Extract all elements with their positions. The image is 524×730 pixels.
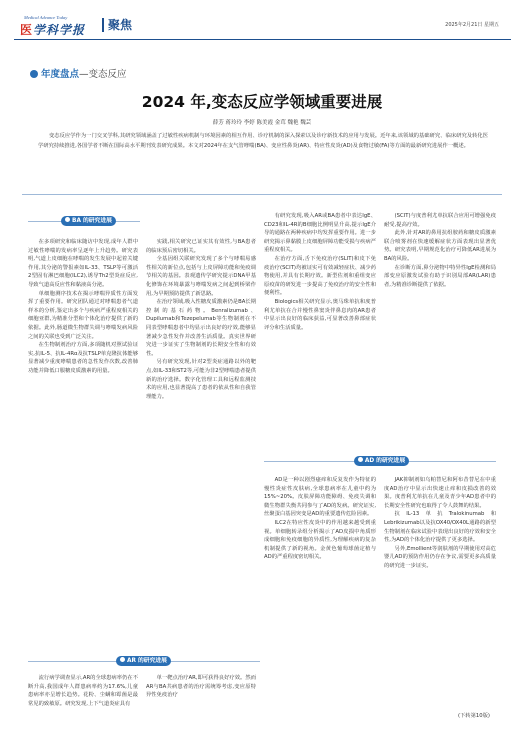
column-3-bottom	[264, 476, 376, 724]
kicker-sub: —变态反应	[79, 69, 127, 80]
column-3-top	[264, 212, 376, 452]
paragraph: 在生物制剂治疗方面,多项随机对照试验证实,抗IL-5、抗IL-4Rα及抗TSLP单克隆抗体能够显著减少重度哮喘患者的急性发作次数,改善肺功能并降低口服糖皮质激素的用量。	[28, 342, 138, 374]
paragraph: 单细胞测序技术在揭示哮喘异质性方面发挥了重要作用。研究团队通过对哮喘患者气道样本的分析,鉴定出多个与疾病严重程度相关的细胞亚群,为精准分型和个体化治疗提供了新的依据。此外,肠道微生物群失调与哮喘发病风险之间的关联也受到广泛关注。	[28, 290, 138, 340]
paragraph: 有研究发现,吸入AR或BA患者中表达IgE、CD23和IL-4R的B细胞比例明显升高,提示IgE介导的通路在两种疾病中均发挥重要作用。进一步研究揭示鼻黏膜上皮细胞屏障功能受损与疾病严重程度相关。	[264, 213, 376, 254]
kicker-main: 年度盘点	[41, 69, 80, 80]
section-title: BA 的研究进展	[72, 218, 112, 224]
column-2-top	[146, 238, 256, 638]
column-1-top	[28, 238, 138, 628]
masthead	[14, 10, 511, 40]
column-4-bottom	[384, 476, 496, 708]
section-divider	[102, 18, 104, 32]
paragraph: 此外,针对AR的鼻用抗组胺药和糖皮质激素联合喷雾剂在快速缓解症状方面表现出显著优势。研究表明,早期规范化治疗可降低AR进展为BA的风险。	[384, 230, 496, 262]
article-byline: 薛芳 蒋玲玲 李婷 陈美霞 金茸 魏艳 魏芸	[212, 120, 312, 126]
logo-chinese	[20, 21, 85, 38]
paragraph: JAK抑制剂如乌帕替尼和阿布昔替尼在中重度AD治疗中显示出快速止痒和皮损改善的效果。度普利尤单抗在儿童及青少年AD患者中的长期安全性研究也取得了令人鼓舞的结果。	[384, 477, 496, 509]
paragraph: Biologics相关研究显示,奥马珠单抗和度普利尤单抗在合并慢性鼻窦炎伴鼻息肉的AR患者中显示出良好的临床获益,可显著改善鼻部症状评分和生活质量。	[264, 298, 376, 331]
section-heading-ad	[264, 456, 496, 466]
paragraph: 在诊断方面,鼻分泌物中特异性IgE检测和局部变应原激发试验有助于识别局部AR(LAR)患者,为精准诊断提供了依据。	[384, 264, 496, 288]
column-1-bottom	[28, 674, 138, 724]
paragraph: 流行病学调查显示,AR的全球患病率仍在不断升高,我国成年人群患病率约为17.6%,儿童患病率亦呈增长趋势。花粉、尘螨和霉菌是最常见的致敏原。研究发现,上下气道炎症具有	[28, 675, 138, 707]
section-dot-icon	[65, 217, 70, 222]
article-abstract: 变态反应学作为一门交叉学科,其研究领域涵盖了过敏性疾病机制与环境因素的相互作用、诊疗机制的深入探索以及诊疗新技术的应用与发展。近年来,该领域的基础研究、临床研究及转化医学研究持续推进,各国学者不断在国际高水平期刊发表研究成果。本文对2024年在支气管哮喘(BA)、变应性鼻炎(AR)、特应性皮炎(AD)及食物过敏(FA)等方面的最新研究进展作一概述。	[38, 133, 488, 150]
paragraph: 实践,相关研究已证实其有效性,与BA患者的临床预后密切相关。	[146, 239, 256, 254]
paragraph: 抗IL-13单抗Tralokinumab和Lebrikizumab以及抗OX40/OX40L通路的新型生物制剂在临床试验中表现出良好的疗效和安全性,为AD的个体化治疗提供了更多选择。	[384, 511, 496, 544]
column-2-bottom	[146, 674, 256, 724]
paragraph: 在多项研究和临床随访中发现,成年人群中过敏性哮喘的发病率呈逐年上升趋势。研究表明,气道上皮细胞在哮喘的发生发展中起着关键作用,其分泌的警报素如IL-33、TSLP等可激活2型固有淋巴细胞(ILC2),诱导Th2型炎症反应,导致气道高反应性和黏液高分泌。	[28, 239, 138, 288]
bullet-icon	[30, 70, 38, 78]
section-name: 聚焦	[108, 18, 133, 32]
section-heading-ar	[28, 656, 260, 666]
section-title: AD 的研究进展	[364, 458, 406, 464]
paragraph: 在治疗领域,吸入性糖皮质激素仍是BA长期控制的基石药物。Benralizumab、Dupilumab和Tezepelumab等生物制剂在不同表型哮喘患者中均显示出良好的疗效,能够显著减少急性发作并改善生活质量。真实世界研究进一步证实了生物制剂的长期安全性和有效性。	[146, 299, 256, 357]
logo-name: 学科学报	[33, 23, 86, 37]
logo-mark: 医	[20, 23, 34, 37]
section-title: AR 的研究进展	[127, 658, 167, 664]
section-pill	[61, 216, 116, 226]
logo-english: Medical Advance Today	[24, 15, 68, 20]
paragraph: 全基因组关联研究发现了多个与哮喘易感性相关的新位点,包括与上皮屏障功能和免疫调节相关的基因。表观遗传学研究提示DNA甲基化修饰在环境暴露与哮喘发病之间起到桥梁作用,为早期预防提供了新思路。	[146, 256, 256, 297]
article-headline: 2024 年,变态反应学领域重要进展	[141, 93, 383, 111]
abstract-divider	[22, 194, 502, 195]
section-dot-icon	[120, 657, 125, 662]
section-heading-ba	[28, 216, 140, 226]
newspaper-logo	[20, 16, 102, 36]
paragraph: 另外,Emollient等润肤剂的早期使用对高危婴儿AD的预防作用仍存在争议,需要更多高质量的研究进一步证实。	[384, 545, 496, 569]
issue-date: 2025年2月21日 星期五	[445, 22, 499, 28]
paragraph: 单一靶点治疗AR,即可获得良好疗效。然而AR与BA共病患者的治疗需统筹考虑,变应原特异性免疫治疗	[146, 675, 256, 699]
kicker	[30, 66, 127, 80]
paragraph: ILC2在特应性皮炎中的作用越来越受到重视。单细胞转录组分析揭示了AD皮损中角质形成细胞和免疫细胞的异质性,为理解疾病的复杂机制提供了新的视角。金黄色葡萄球菌定植与AD的严重程度密切相关。	[264, 519, 376, 561]
continued-note: (下转第10版)	[457, 713, 490, 719]
paragraph: AD是一种以剧烈瘙痒和反复发作为特征的慢性炎症性皮肤病,全球患病率在儿童中约为15%~20%。皮肤屏障功能障碍、免疫失调和微生物群失衡共同参与了AD的发病。研究证实,丝聚蛋白基因突变是AD的重要遗传危险因素。	[264, 477, 376, 518]
section-pill	[116, 656, 171, 666]
paragraph: (SCIT)与度普利尤单抗联合应用可增强免疫耐受,提高疗效。	[384, 213, 496, 228]
section-dot-icon	[358, 457, 363, 462]
paragraph: 另有研究发现,针对2型炎症通路以外的靶点,如IL-33和ST2等,可能为非2型哮喘患者提供新的治疗选择。数字化管理工具和远程监测技术的应用,也显著提高了患者的依从性和自我管理能力。	[146, 359, 256, 400]
paragraph: 在治疗方面,舌下免疫治疗(SLIT)和皮下免疫治疗(SCIT)均被证实可有效减轻症状、减少药物使用,并具有长期疗效。新型佐剂和重组变应原疫苗的研发进一步提高了免疫治疗的安全性和便利性。	[264, 255, 376, 297]
section-pill	[354, 456, 409, 466]
column-4-top	[384, 212, 496, 452]
